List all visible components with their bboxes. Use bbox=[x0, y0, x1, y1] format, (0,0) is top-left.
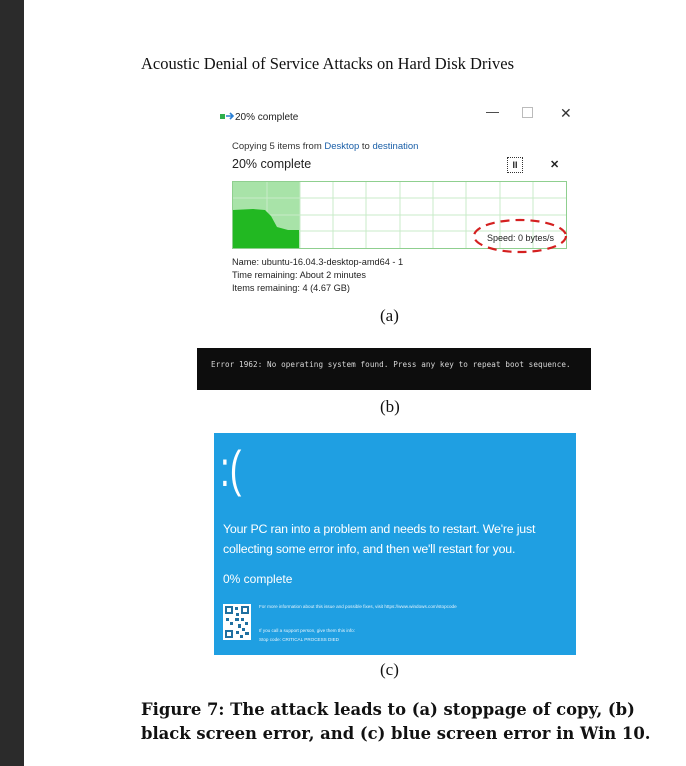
pause-button[interactable]: II bbox=[507, 157, 523, 173]
blue-screen-of-death bbox=[214, 433, 576, 655]
copy-middle: to bbox=[359, 141, 373, 152]
file-name-line: Name: ubuntu-16.04.3-desktop-amd64 - 1 bbox=[232, 257, 404, 267]
qr-code-icon bbox=[223, 604, 251, 640]
source-link[interactable]: Desktop bbox=[324, 141, 360, 152]
time-remaining-line: Time remaining: About 2 minutes bbox=[232, 270, 366, 280]
destination-link[interactable]: destination bbox=[372, 141, 419, 152]
copy-description bbox=[232, 141, 418, 152]
maximize-button[interactable] bbox=[522, 107, 533, 118]
bsod-progress: 0% complete bbox=[223, 572, 293, 586]
bsod-stop-code: Stop code: CRITICAL PROCESS DIED bbox=[259, 637, 339, 642]
copy-arrow-icon bbox=[220, 111, 236, 121]
bsod-more-info: For more information about this issue and possible fixes, visit https://www.windows.com/stopcode bbox=[259, 604, 457, 609]
bsod-support-line: If you call a support person, give them this info: bbox=[259, 628, 356, 633]
black-boot-screen bbox=[197, 348, 591, 390]
running-header: Acoustic Denial of Service Attacks on Hard Disk Drives bbox=[141, 54, 514, 73]
speed-readout: Speed: 0 bytes/s bbox=[487, 233, 555, 243]
items-remaining-line: Items remaining: 4 (4.67 GB) bbox=[232, 283, 350, 293]
copy-prefix: Copying 5 items from bbox=[232, 141, 325, 152]
frown-face: :( bbox=[220, 441, 242, 497]
close-window-button[interactable]: ✕ bbox=[560, 105, 572, 121]
subfigure-b-label: (b) bbox=[380, 397, 400, 416]
boot-error-text: Error 1962: No operating system found. Press any key to repeat boot sequence. bbox=[211, 360, 571, 369]
dialog-title: 20% complete bbox=[235, 112, 299, 123]
page-left-border bbox=[0, 0, 24, 766]
copy-progress-dialog bbox=[210, 100, 588, 300]
minimize-button[interactable]: — bbox=[486, 104, 499, 119]
progress-heading: 20% complete bbox=[232, 157, 312, 171]
figure-caption: Figure 7: The attack leads to (a) stoppage of copy, (b) black screen error, and (c) blue screen error in Win 10. bbox=[141, 700, 651, 743]
subfigure-a-label: (a) bbox=[380, 306, 399, 325]
bsod-message: Your PC ran into a problem and needs to restart. We're just collecting some error info, and then we'll restart for you. bbox=[223, 522, 536, 556]
cancel-copy-button[interactable]: ✕ bbox=[550, 159, 560, 171]
subfigure-c-label: (c) bbox=[380, 660, 399, 679]
